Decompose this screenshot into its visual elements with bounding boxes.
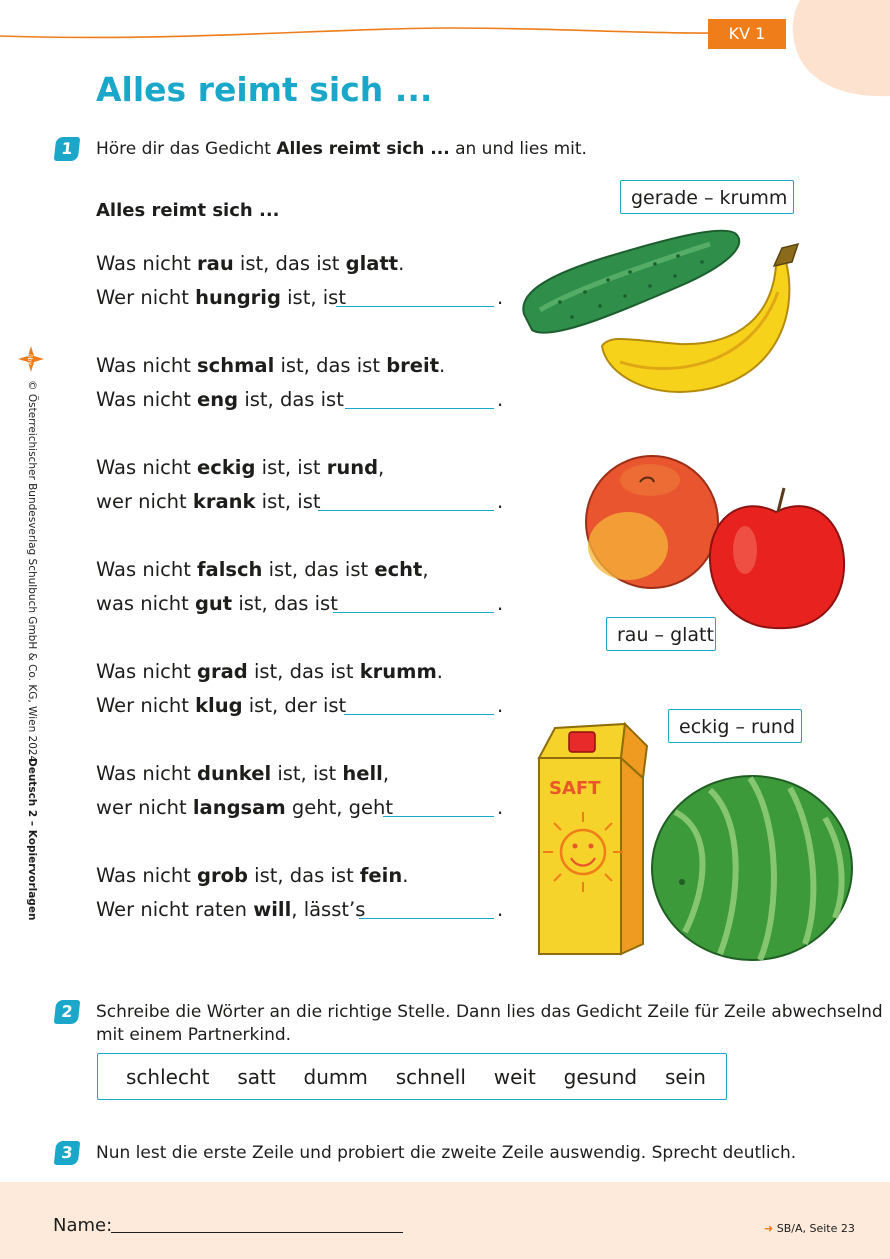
poem-line: Wer nicht raten will, lässt’s (96, 898, 366, 921)
poem-line: Was nicht falsch ist, das ist echt, (96, 558, 429, 581)
line-end-period: . (497, 388, 504, 411)
answer-blank[interactable] (318, 510, 494, 511)
task-1-badge: 1 (54, 137, 81, 161)
task-1-instruction: Höre dir das Gedicht Alles reimt sich ... an und lies mit. (96, 139, 587, 159)
poem-line: Was nicht grad ist, das ist krumm. (96, 660, 443, 683)
word-bank (97, 1053, 727, 1100)
line-end-period: . (497, 898, 504, 921)
word-bank-item[interactable]: sein (664, 1064, 706, 1089)
task-2-instruction-line2: mit einem Partnerkind. (96, 1025, 292, 1045)
cucumber-banana-illustration (510, 222, 810, 402)
poem-title: Alles reimt sich ... (96, 200, 280, 221)
name-field[interactable] (111, 1232, 403, 1233)
footer (0, 1182, 890, 1259)
name-label: Name: (53, 1215, 113, 1236)
task-3-instruction: Nun lest die erste Zeile und probiert die zweite Zeile auswendig. Sprecht deutlich. (96, 1143, 797, 1163)
task-2-instruction-line1: Schreibe die Wörter an die richtige Stelle. Dann lies das Gedicht Zeile für Zeile abwechselnd (96, 1002, 883, 1022)
line-end-period: . (497, 286, 504, 309)
poem-line: wer nicht krank ist, ist (96, 490, 321, 513)
word-bank-item[interactable]: schnell (395, 1064, 466, 1089)
word-bank-item[interactable]: schlecht (126, 1064, 210, 1089)
cucumber-image (523, 231, 739, 333)
word-bank-item[interactable]: weit (493, 1064, 536, 1089)
answer-blank[interactable] (359, 918, 494, 919)
juice-carton-text: SAFT (549, 778, 601, 799)
poem-line: Wer nicht hungrig ist, ist (96, 286, 346, 309)
answer-blank[interactable] (333, 612, 494, 613)
answer-blank[interactable] (383, 816, 494, 817)
juice-melon-illustration (525, 722, 855, 972)
watermelon-image (652, 776, 852, 960)
poem-line: was nicht gut ist, das ist (96, 592, 338, 615)
copyright-notice: © Österreichischer Bundesverlag Schulbuch GmbH & Co. KG, Wien 2024 (26, 380, 38, 763)
publisher-logo-icon (16, 344, 46, 374)
label-eckig-rund: eckig – rund (668, 709, 802, 743)
page-reference: ➜ SB/A, Seite 23 (764, 1222, 855, 1235)
answer-blank[interactable] (345, 408, 494, 409)
svg-text:öbv: öbv (26, 354, 33, 366)
answer-blank[interactable] (336, 306, 494, 307)
juice-carton-image (539, 724, 647, 954)
poem-line: Was nicht dunkel ist, ist hell, (96, 762, 390, 785)
task-2-badge: 2 (54, 1000, 81, 1024)
line-end-period: . (497, 694, 504, 717)
arrow-right-icon: ➜ (764, 1222, 774, 1235)
page-title: Alles reimt sich ... (96, 70, 433, 109)
label-rau-glatt: rau – glatt (606, 617, 716, 651)
poem-line: Was nicht schmal ist, das ist breit. (96, 354, 446, 377)
word-bank-item[interactable]: gesund (563, 1064, 638, 1089)
peach-image (586, 456, 718, 588)
kv-badge: KV 1 (708, 19, 786, 49)
word-bank-item[interactable]: satt (237, 1064, 276, 1089)
poem-line: Was nicht rau ist, das ist glatt. (96, 252, 405, 275)
label-gerade-krumm: gerade – krumm (620, 180, 794, 214)
peach-apple-illustration (580, 450, 850, 632)
poem-line: Was nicht eng ist, das ist (96, 388, 344, 411)
answer-blank[interactable] (344, 714, 494, 715)
word-bank-item[interactable]: dumm (303, 1064, 368, 1089)
poem-line: Wer nicht klug ist, der ist (96, 694, 347, 717)
poem-line: Was nicht eckig ist, ist rund, (96, 456, 385, 479)
line-end-period: . (497, 490, 504, 513)
poem-line: Was nicht grob ist, das ist fein. (96, 864, 409, 887)
poem-line: wer nicht langsam geht, geht (96, 796, 394, 819)
task-3-badge: 3 (54, 1141, 81, 1165)
line-end-period: . (497, 592, 504, 615)
book-title: Deutsch 2 – Kopiervorlagen (26, 758, 38, 921)
line-end-period: . (497, 796, 504, 819)
apple-image (710, 488, 844, 628)
